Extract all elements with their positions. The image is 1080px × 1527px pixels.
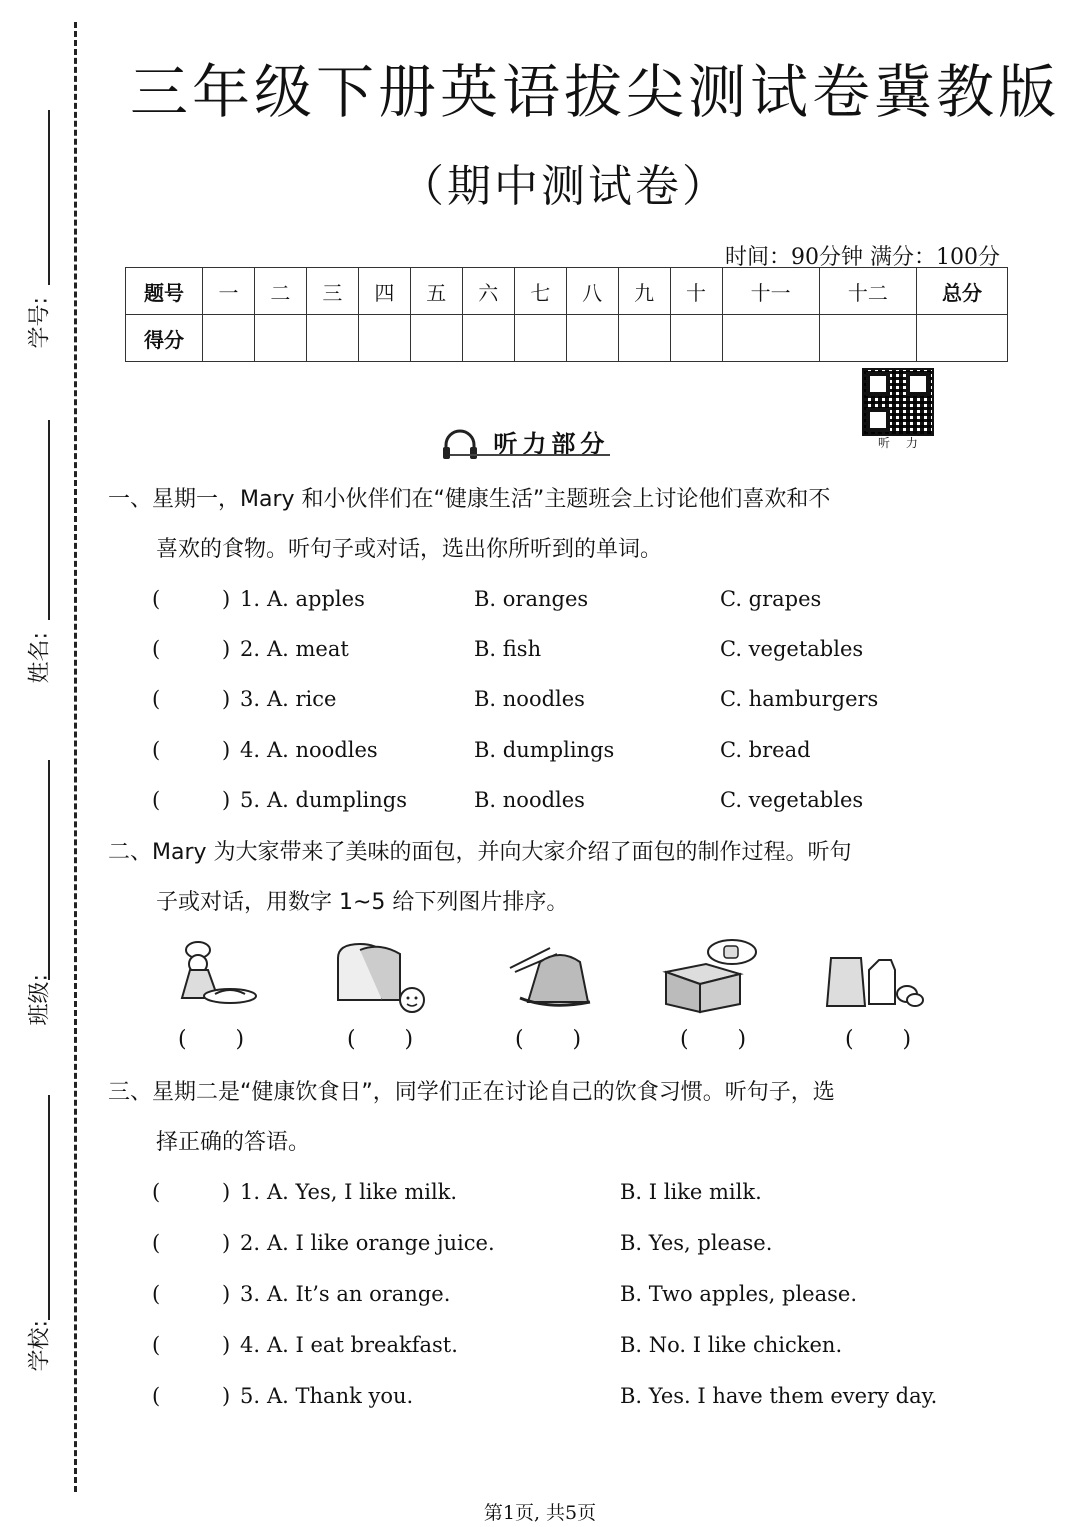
class-field[interactable]: 班级: [20,760,70,1050]
col-11: 十一 [722,268,819,315]
page-title: 三年级下册英语拔尖测试卷冀教版 [130,58,1061,126]
s1-question-3: ( ) 3. A. rice B. noodles C. hamburgers [152,687,879,711]
option-a[interactable]: A. rice [267,687,337,711]
answer-blank[interactable]: ( ) [845,1027,912,1052]
qr-code-icon[interactable] [862,368,934,436]
col-2: 二 [254,268,306,315]
score-cell[interactable] [462,315,514,362]
col-12: 十二 [819,268,916,315]
score-label: 得分 [126,315,203,362]
cut-line [74,22,77,1492]
option-a[interactable]: A. Yes, I like milk. [267,1180,458,1204]
score-cell[interactable] [203,315,255,362]
option-b[interactable]: B. Yes, please. [620,1231,773,1255]
s1-question-2: ( ) 2. A. meat B. fish C. vegetables [152,637,864,661]
chef-kneading-image [170,938,270,1014]
listening-section-header [440,424,609,461]
s3-question-2: ( ) 2. A. I like orange juice. B. Yes, please. [152,1231,773,1255]
score-table-score-row [126,315,1008,362]
col-10: 十 [670,268,722,315]
option-b[interactable]: B. noodles [474,687,585,711]
col-1: 一 [203,268,255,315]
answer-blank[interactable]: ( ) [680,1027,747,1052]
option-a[interactable]: A. meat [267,637,349,661]
option-c[interactable]: C. hamburgers [720,687,879,711]
option-a[interactable]: A. apples [267,587,365,611]
option-b[interactable]: B. Two apples, please. [620,1282,857,1306]
answer-blank[interactable]: ( ) [515,1027,582,1052]
score-table-header-row [126,268,1008,315]
answer-blank[interactable]: ( ) [178,1027,245,1052]
score-cell[interactable] [306,315,358,362]
score-table [125,267,1008,362]
s1-question-5: ( ) 5. A. dumplings B. noodles C. vegetables [152,788,864,812]
option-c[interactable]: C. grapes [720,587,822,611]
col-7: 七 [514,268,566,315]
school-field[interactable]: 学校: [20,1095,70,1395]
col-8: 八 [566,268,618,315]
col-3: 三 [306,268,358,315]
answer-blank[interactable]: ( ) [347,1027,414,1052]
score-cell[interactable] [618,315,670,362]
col-total: 总分 [917,268,1008,315]
col-5: 五 [410,268,462,315]
binding-sidebar [0,0,90,1527]
score-cell[interactable] [670,315,722,362]
listening-title: 听力部分 [493,430,610,458]
name-field[interactable]: 姓名: [20,420,70,700]
option-a[interactable]: A. It’s an orange. [267,1282,451,1306]
headphones-icon [440,429,480,461]
score-cell[interactable] [358,315,410,362]
section-2-heading: 二、Mary 为大家带来了美味的面包，并向大家介绍了面包的制作过程。听句 子或对话，用数字 1~5 给下列图片排序。 [108,840,852,915]
section-1-heading: 一、星期一，Mary 和小伙伴们在“健康生活”主题班会上讨论他们喜欢和不 喜欢的食物。听句子或对话，选出你所听到的单词。 [108,487,831,562]
page-footer: 第1页, 共5页 [483,1502,597,1524]
option-b[interactable]: B. Yes. I have them every day. [620,1384,938,1408]
score-cell-total[interactable] [917,315,1008,362]
s1-question-4: ( ) 4. A. noodles B. dumplings C. bread [152,738,811,762]
option-a[interactable]: A. dumplings [267,788,408,812]
option-b[interactable]: B. oranges [474,587,589,611]
s1-question-1: ( ) 1. A. apples B. oranges C. grapes [152,587,822,611]
question-number-label: 题号 [126,268,203,315]
option-a[interactable]: A. I eat breakfast. [267,1333,458,1357]
option-a[interactable]: A. I like orange juice. [267,1231,495,1255]
section-3-heading: 三、星期二是“健康饮食日”，同学们正在讨论自己的饮食习惯。听句子，选 择正确的答语。 [108,1080,835,1155]
student-id-field[interactable]: 学号: [20,110,70,360]
score-cell[interactable] [819,315,916,362]
s3-question-3: ( ) 3. A. It’s an orange. B. Two apples, please. [152,1282,857,1306]
option-b[interactable]: B. I like milk. [620,1180,762,1204]
bread-loaf-image [330,938,430,1014]
option-b[interactable]: B. dumplings [474,738,615,762]
score-cell[interactable] [566,315,618,362]
option-a[interactable]: A. noodles [267,738,378,762]
s3-question-1: ( ) 1. A. Yes, I like milk. B. I like milk. [152,1180,762,1204]
option-a[interactable]: A. Thank you. [267,1384,414,1408]
time-info: 时间：90分钟 满分：100分 [725,245,1000,270]
option-b[interactable]: B. No. I like chicken. [620,1333,843,1357]
s3-question-4: ( ) 4. A. I eat breakfast. B. No. I like chicken. [152,1333,843,1357]
col-6: 六 [462,268,514,315]
score-cell[interactable] [410,315,462,362]
option-c[interactable]: C. vegetables [720,637,864,661]
score-cell[interactable] [254,315,306,362]
score-cell[interactable] [722,315,819,362]
page-subtitle: （期中测试卷） [400,161,729,212]
option-b[interactable]: B. noodles [474,788,585,812]
col-4: 四 [358,268,410,315]
option-c[interactable]: C. bread [720,738,811,762]
option-b[interactable]: B. fish [474,637,542,661]
wheat-flour-image [500,938,600,1014]
option-c[interactable]: C. vegetables [720,788,864,812]
ingredients-image [825,938,925,1014]
col-9: 九 [618,268,670,315]
score-cell[interactable] [514,315,566,362]
qr-label: 听 力 [878,436,924,450]
oven-baking-image [660,938,760,1014]
s3-question-5: ( ) 5. A. Thank you. B. Yes. I have them every day. [152,1384,938,1408]
bread-process-pictures [160,938,960,1018]
